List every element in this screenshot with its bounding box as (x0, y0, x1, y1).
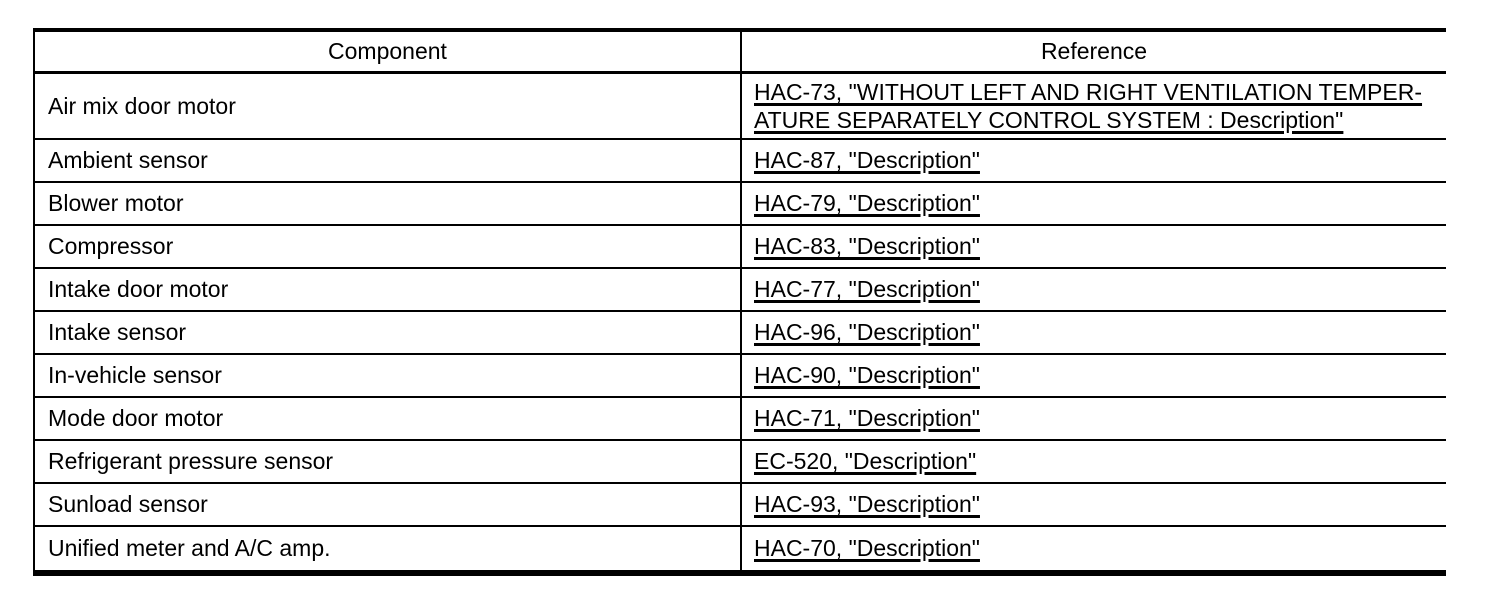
component-cell: Mode door motor (48, 405, 224, 431)
component-cell: Blower motor (48, 190, 184, 216)
reference-link[interactable]: HAC-87, "Description" (754, 147, 980, 173)
reference-cell (740, 398, 1446, 439)
component-cell: Unified meter and A/C amp. (48, 535, 331, 561)
column-header-component: Component (328, 38, 447, 64)
table-row (35, 398, 1446, 441)
reference-cell (740, 484, 1446, 525)
column-header-reference: Reference (740, 32, 1446, 71)
reference-link[interactable]: HAC-71, "Description" (754, 405, 980, 431)
reference-cell (740, 226, 1446, 267)
reference-cell (740, 312, 1446, 353)
component-cell: Refrigerant pressure sensor (48, 448, 334, 474)
reference-link[interactable]: HAC-83, "Description" (754, 233, 980, 259)
reference-cell (740, 527, 1446, 570)
reference-link[interactable] (754, 78, 1422, 134)
reference-link[interactable]: HAC-79, "Description" (754, 190, 980, 216)
component-cell: Intake sensor (48, 319, 187, 345)
reference-cell (740, 140, 1446, 181)
reference-cell (740, 269, 1446, 310)
reference-link[interactable]: HAC-90, "Description" (754, 362, 980, 388)
component-cell: Air mix door motor (48, 92, 236, 119)
reference-link[interactable]: HAC-93, "Description" (754, 491, 980, 517)
component-cell: Ambient sensor (48, 147, 208, 173)
reference-link-line: ATURE SEPARATELY CONTROL SYSTEM : Description" (754, 107, 1344, 133)
table-header-row (35, 32, 1446, 74)
table-row (35, 527, 1446, 570)
table-row (35, 441, 1446, 484)
table-row (35, 484, 1446, 527)
reference-link[interactable]: HAC-96, "Description" (754, 319, 980, 345)
reference-link[interactable]: HAC-77, "Description" (754, 276, 980, 302)
component-cell: Intake door motor (48, 276, 229, 302)
reference-link[interactable]: HAC-70, "Description" (754, 535, 980, 561)
component-reference-table (33, 28, 1446, 576)
reference-link[interactable]: EC-520, "Description" (754, 448, 977, 474)
reference-cell (740, 441, 1446, 482)
table-row (35, 74, 1446, 140)
reference-cell (740, 183, 1446, 224)
table-row (35, 269, 1446, 312)
component-cell: Compressor (48, 233, 174, 259)
table-row (35, 183, 1446, 226)
table-row (35, 140, 1446, 183)
component-cell: In-vehicle sensor (48, 362, 222, 388)
table-row (35, 312, 1446, 355)
reference-cell (740, 74, 1446, 138)
component-cell: Sunload sensor (48, 491, 208, 517)
table-row (35, 226, 1446, 269)
table-row (35, 355, 1446, 398)
reference-cell (740, 355, 1446, 396)
reference-link-line: HAC-73, "WITHOUT LEFT AND RIGHT VENTILATION TEMPER- (754, 79, 1423, 105)
